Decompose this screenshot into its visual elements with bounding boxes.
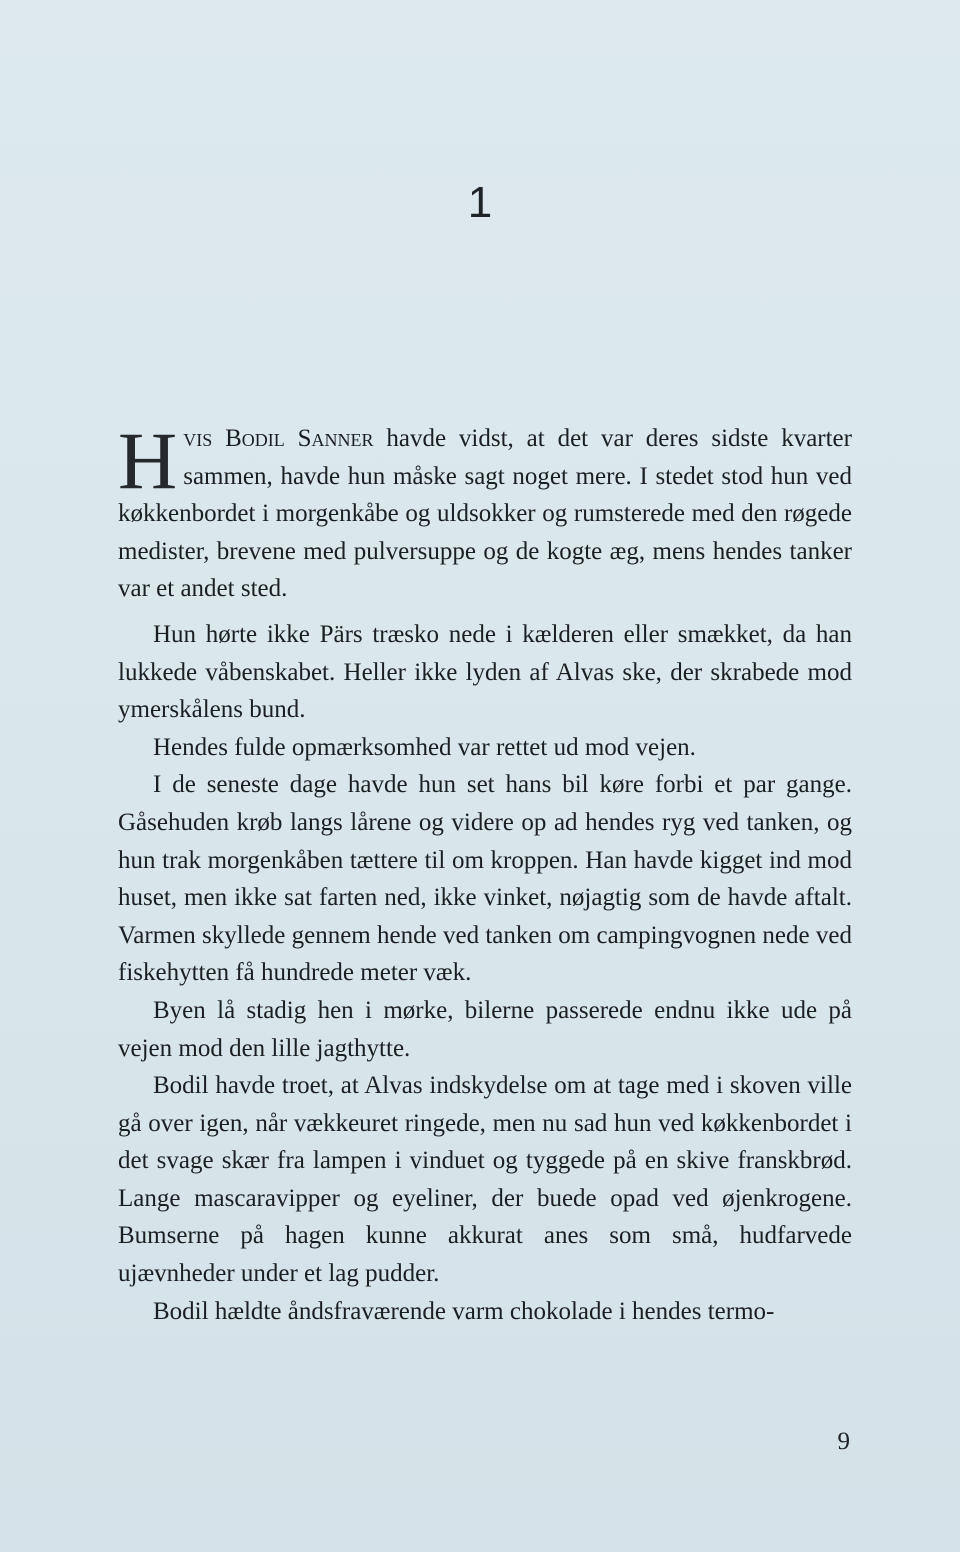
opening-rest: havde vidst, at det var deres sidste kvarter sammen, havde hun måske sagt noget mere. I stedet stod hun ved køkkenbordet i morgenkåbe og uldsokker og rumsterede med den røgede medister, brevene med pulversuppe og de kogte æg, mens hendes tanker var et andet sted.: [118, 425, 852, 603]
chapter-number: 1: [467, 178, 493, 227]
paragraph: Bodil havde troet, at Alvas indskydelse om at tage med i skoven ville gå over igen, når vækkeuret ringede, men nu sad hun ved køkkenbordet i det svage skær fra lampen i vinduet og tyggede på en skive franskbrød. Lange mascaravipper og eyeliner, der buede opad ved øjenkrogene. Bumserne på hagen kunne akkurat anes som små, hudfarvede ujævnheder under et lag pudder.: [118, 1072, 852, 1288]
body-text: [118, 415, 852, 1330]
page-number: 9: [837, 1428, 850, 1455]
paragraph: Byen lå stadig hen i mørke, bilerne passerede endnu ikke ude på vejen mod den lille jagthytte.: [118, 996, 852, 1062]
paragraph: Hun hørte ikke Pärs træsko nede i kælderen eller smækket, da han lukkede våbenskabet. Heller ikke lyden af Alvas ske, der skrabede mod ymerskålens bund.: [118, 620, 852, 724]
paragraph: I de seneste dage havde hun set hans bil køre forbi et par gange. Gåsehuden krøb langs lårene og videre op ad hendes ryg ved tanken, og hun trak morgenkåben tættere til om kroppen. Han havde kigget ind mod huset, men ikke sat farten ned, ikke vinket, nøjagtig som de havde aftalt. Varmen skyllede gennem hende ved tanken om campingvognen nede ved fiskehytten få hundrede meter væk.: [118, 771, 852, 987]
opening-smallcaps: vis Bodil Sanner: [183, 425, 374, 452]
paragraph: Hendes fulde opmærksomhed var rettet ud mod vejen.: [153, 733, 696, 761]
drop-cap: H: [118, 415, 178, 506]
opening-paragraph: [118, 415, 852, 608]
paragraph: Bodil hældte åndsfraværende varm chokolade i hendes termo-: [153, 1297, 775, 1325]
